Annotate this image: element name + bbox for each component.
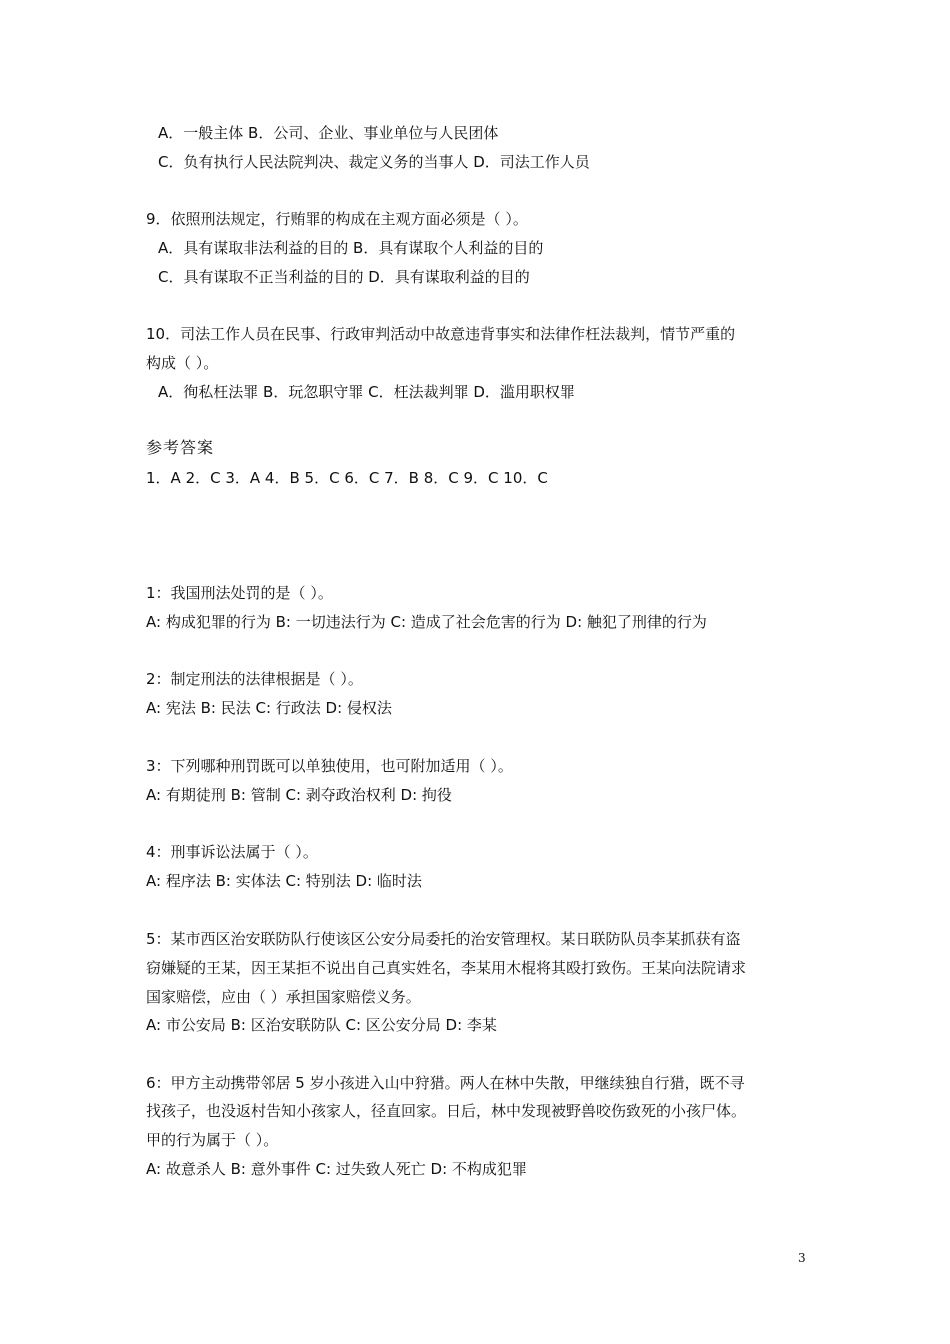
question-4-stem: 4：刑事诉讼法属于（ ）。 [146, 843, 318, 861]
question-5-stem-line-1: 5：某市西区治安联防队行使该区公安分局委托的治安管理权。某日联防队员李某抓获有盗 [146, 930, 741, 948]
question-6-stem-line-3: 甲的行为属于（ ）。 [146, 1131, 279, 1149]
page-number: 3 [798, 1251, 806, 1265]
question-9-options-line-1: A．具有谋取非法利益的目的 B．具有谋取个人利益的目的 [158, 239, 544, 257]
question-5-options: A: 市公安局 B: 区治安联防队 C: 区公安分局 D: 李某 [146, 1016, 497, 1034]
question-10-stem-line-1: 10．司法工作人员在民事、行政审判活动中故意违背事实和法律作枉法裁判，情节严重的 [146, 325, 736, 343]
question-5-stem-line-3: 国家赔偿，应由（ ）承担国家赔偿义务。 [146, 988, 421, 1006]
question-2-stem: 2：制定刑法的法律根据是（ ）。 [146, 670, 363, 688]
question-4-options: A: 程序法 B: 实体法 C: 特别法 D: 临时法 [146, 872, 422, 890]
question-6-stem-line-1: 6：甲方主动携带邻居 5 岁小孩进入山中狩猎。两人在林中失散，甲继续独自行猎，既不寻 [146, 1074, 745, 1092]
question-6-stem-line-2: 找孩子，也没返村告知小孩家人，径直回家。日后，林中发现被野兽咬伤致死的小孩尸体。 [146, 1102, 747, 1120]
question-8-options-line-2: C．负有执行人民法院判决、裁定义务的当事人 D．司法工作人员 [158, 153, 590, 171]
question-1-stem: 1：我国刑法处罚的是（ ）。 [146, 584, 333, 602]
question-3-options: A: 有期徒刑 B: 管制 C: 剥夺政治权利 D: 拘役 [146, 786, 452, 804]
question-5-stem-line-2: 窃嫌疑的王某，因王某拒不说出自己真实姓名，李某用木棍将其殴打致伤。王某向法院请求 [146, 959, 747, 977]
question-9-stem: 9．依照刑法规定，行贿罪的构成在主观方面必须是（ ）。 [146, 210, 528, 228]
question-6-options: A: 故意杀人 B: 意外事件 C: 过失致人死亡 D: 不构成犯罪 [146, 1160, 527, 1178]
question-8-options-line-1: A．一般主体 B．公司、企业、事业单位与人民团体 [158, 124, 499, 142]
question-10-stem-line-2: 构成（ ）。 [146, 354, 219, 372]
answer-key-list: 1．A 2．C 3．A 4．B 5．C 6．C 7．B 8．C 9．C 10．C [146, 469, 548, 487]
question-9-options-line-2: C．具有谋取不正当利益的目的 D．具有谋取利益的目的 [158, 268, 530, 286]
question-1-options: A: 构成犯罪的行为 B: 一切违法行为 C: 造成了社会危害的行为 D: 触犯了刑律的行为 [146, 613, 707, 631]
question-10-options: A．徇私枉法罪 B．玩忽职守罪 C．枉法裁判罪 D．滥用职权罪 [158, 383, 575, 401]
question-2-options: A: 宪法 B: 民法 C: 行政法 D: 侵权法 [146, 699, 392, 717]
answer-key-heading: 参考答案 [146, 438, 215, 457]
question-3-stem: 3：下列哪种刑罚既可以单独使用，也可附加适用（ ）。 [146, 757, 513, 775]
